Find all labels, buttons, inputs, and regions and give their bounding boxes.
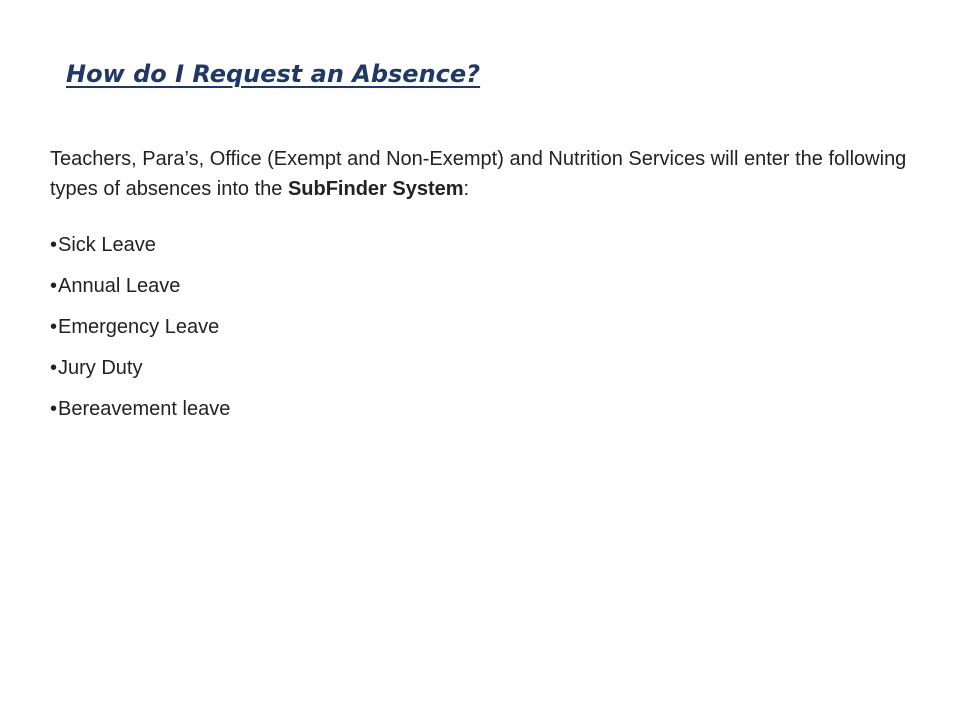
bullet-icon: •: [50, 357, 58, 379]
intro-system-name: SubFinder System: [287, 178, 464, 200]
bullet-icon: •: [50, 398, 58, 420]
list-item: [50, 271, 230, 312]
list-item: [50, 230, 230, 271]
page-title: How do I Request an Absence?: [66, 60, 481, 88]
list-item-label: Sick Leave: [58, 234, 156, 256]
absence-type-list: [50, 230, 230, 435]
list-item-label: Annual Leave: [58, 275, 181, 297]
bullet-icon: •: [50, 234, 58, 256]
list-item-label: Bereavement leave: [58, 398, 231, 420]
intro-text-end: :: [463, 178, 470, 200]
list-item: [50, 312, 230, 353]
bullet-icon: •: [50, 275, 58, 297]
list-item: [50, 394, 230, 435]
list-item: [50, 353, 230, 394]
bullet-icon: •: [50, 316, 58, 338]
list-item-label: Jury Duty: [58, 357, 143, 379]
list-item-label: Emergency Leave: [58, 316, 220, 338]
intro-paragraph: [50, 144, 910, 204]
intro-text: Teachers, Para’s, Office (Exempt and Non-Exempt) and Nutrition Services will enter the following types of absences into the: [50, 148, 907, 200]
